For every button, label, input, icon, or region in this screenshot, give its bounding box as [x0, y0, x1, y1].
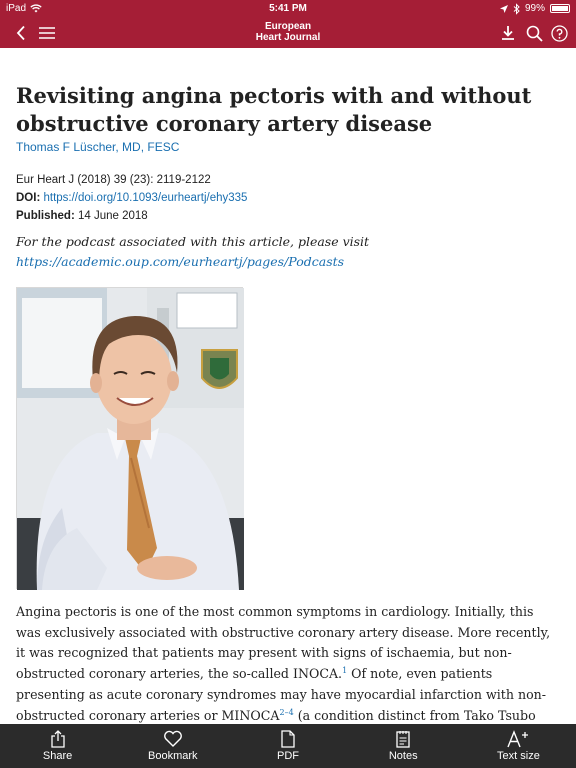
brand-line-2: Heart Journal [255, 32, 321, 43]
pdf-button[interactable] [230, 724, 345, 768]
text-size-icon [506, 730, 530, 748]
published-label: Published: [16, 210, 75, 222]
doi-label: DOI: [16, 192, 41, 204]
notes-button[interactable] [346, 724, 461, 768]
body-text-part-1: Angina pectoris is one of the most common symptoms in cardiology. Initially, this was exclusively associated with obstructive coronary artery disease. More recently, it was recognized that patients may present with signs of ischaemia, but non-obstructed coronary arteries, the so-called INOCA. [16, 604, 551, 682]
podcast-link[interactable]: https://academic.oup.com/eurheartj/pages/Podcasts [16, 254, 345, 269]
status-time: 5:41 PM [269, 3, 307, 14]
journal-logo[interactable] [0, 21, 576, 43]
notes-icon [396, 730, 410, 748]
bluetooth-icon [513, 4, 520, 14]
article-author-link[interactable]: Thomas F Lüscher, MD, FESC [16, 140, 180, 154]
brand-line-1: European [264, 21, 312, 32]
download-icon [500, 25, 516, 41]
bookmark-label: Bookmark [148, 750, 198, 762]
notes-label: Notes [388, 750, 418, 762]
article-published-row [16, 210, 148, 222]
article-citation: Eur Heart J (2018) 39 (23): 2119-2122 [16, 174, 211, 186]
share-icon [50, 730, 66, 748]
device-label: iPad [6, 3, 27, 14]
nav-bar [0, 18, 576, 48]
article-doi-row [16, 192, 247, 204]
share-button[interactable] [0, 724, 115, 768]
status-bar [0, 0, 576, 18]
reference-1-link[interactable]: 1 [342, 665, 348, 675]
heart-icon [163, 730, 183, 748]
download-button[interactable] [497, 22, 519, 44]
help-icon [551, 25, 568, 42]
bookmark-button[interactable] [115, 724, 230, 768]
battery-icon [550, 4, 570, 13]
bottom-toolbar [0, 724, 576, 768]
text-size-label: Text size [497, 750, 540, 762]
search-icon [526, 25, 543, 42]
author-portrait-image [17, 288, 244, 590]
search-button[interactable] [523, 22, 545, 44]
podcast-note [16, 232, 564, 272]
author-photo[interactable] [16, 287, 243, 589]
article-content[interactable] [0, 64, 576, 724]
body-text-part-2: Of note, even patients presenting as acute coronary syndromes may have myocardial infarction with non-obstructed coronary arteries or MINOCA [16, 666, 547, 723]
help-button[interactable] [548, 22, 570, 44]
location-icon [500, 5, 508, 13]
pdf-label: PDF [277, 750, 299, 762]
document-icon [281, 730, 295, 748]
reference-2-4-link[interactable]: 2–4 [279, 707, 294, 717]
share-label: Share [42, 750, 73, 762]
doi-link[interactable]: https://doi.org/10.1093/eurheartj/ehy335 [43, 192, 248, 204]
published-date: 14 June 2018 [77, 210, 148, 222]
battery-percent: 99% [524, 3, 545, 14]
text-size-button[interactable] [461, 724, 576, 768]
body-text-part-3: (a condition distinct from Tako Tsubo [297, 707, 536, 723]
podcast-text: For the podcast associated with this article, please visit [16, 234, 370, 249]
article-title: Revisiting angina pectoris with and without obstructive coronary artery disease [16, 83, 532, 136]
